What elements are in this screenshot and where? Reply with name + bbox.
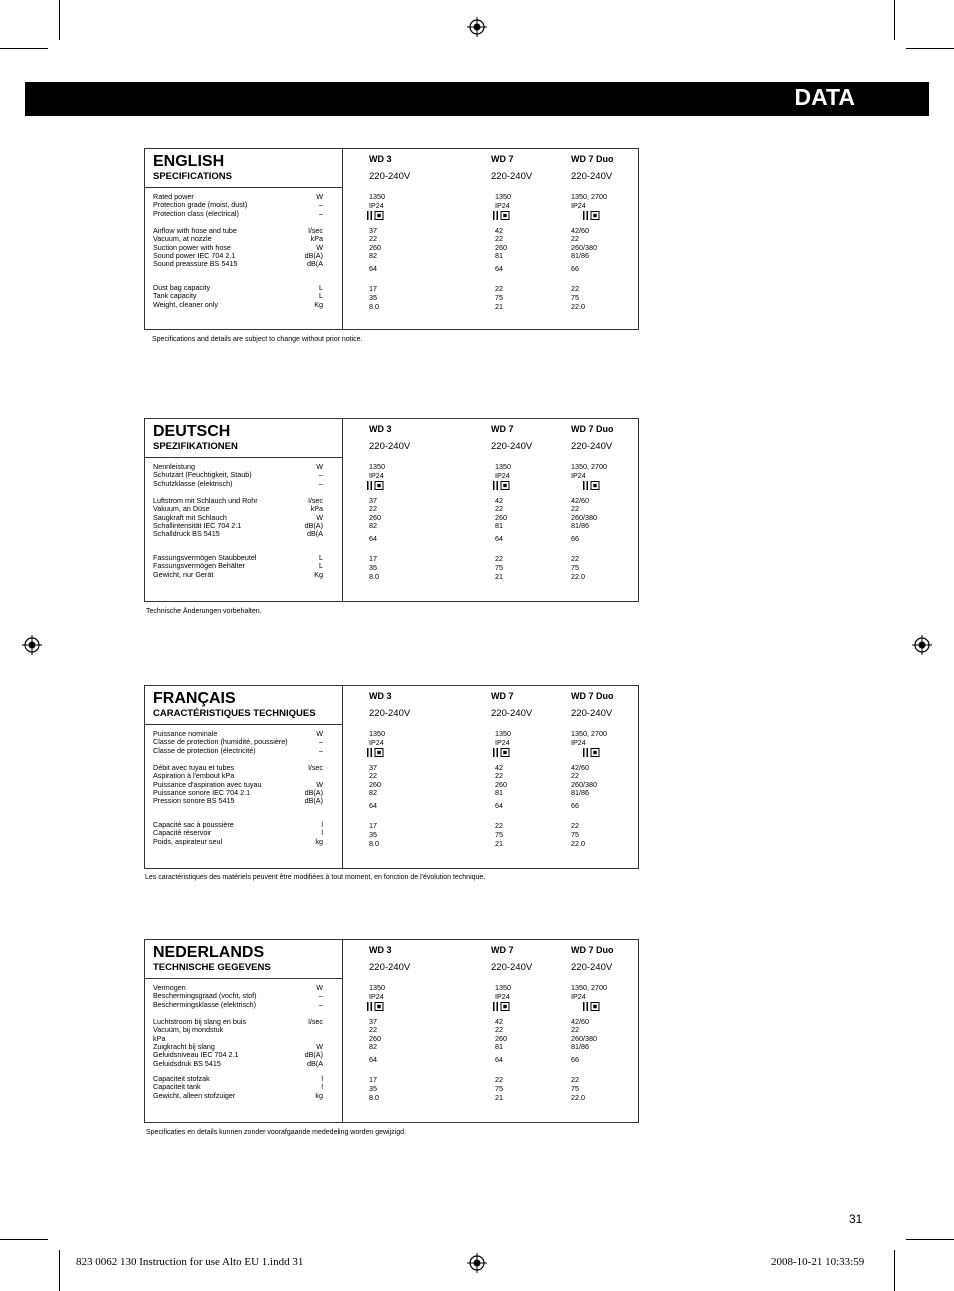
spec-value: 260/380 xyxy=(571,1034,597,1043)
spec-value: 1350 xyxy=(495,462,511,471)
spec-value: 42/60 xyxy=(571,226,589,235)
footer-file-info: 823 0062 130 Instruction for use Alto EU 1.indd 31 xyxy=(76,1256,304,1268)
spec-label: kPa xyxy=(153,1033,166,1043)
spec-unit: W xyxy=(316,1041,323,1051)
spec-value: 22 xyxy=(369,1025,377,1034)
spec-label: Protection grade (moist, dust) xyxy=(153,200,248,210)
spec-label: Classe de protection (humidité, poussière) xyxy=(153,737,288,747)
spec-unit: kg xyxy=(315,1090,323,1100)
spec-label: Aspiration à l'embout kPa xyxy=(153,771,235,781)
spec-value: 22 xyxy=(571,821,579,830)
crop-mark xyxy=(894,1250,895,1291)
spec-label: Gewicht, alleen stofzuiger xyxy=(153,1090,236,1100)
spec-section-english xyxy=(144,148,639,330)
spec-label: Tank capacity xyxy=(153,291,197,301)
spec-value: 81 xyxy=(495,788,503,797)
spec-label: Classe de protection (électricité) xyxy=(153,745,256,755)
spec-value: 21 xyxy=(495,572,503,581)
spec-unit: W xyxy=(316,779,323,789)
spec-unit: – xyxy=(319,200,323,210)
protection-class-icon xyxy=(583,748,601,757)
spec-value: 1350, 2700 xyxy=(571,729,607,738)
crop-mark xyxy=(0,48,48,49)
spec-value: 22 xyxy=(495,1025,503,1034)
spec-value: 64 xyxy=(369,534,377,543)
spec-value: 64 xyxy=(369,264,377,273)
spec-value: 22 xyxy=(495,234,503,243)
spec-value: 82 xyxy=(369,1042,377,1051)
spec-value: 75 xyxy=(571,563,579,572)
header-divider xyxy=(145,457,342,458)
spec-value: 75 xyxy=(571,293,579,302)
protection-class-icon xyxy=(493,481,511,490)
spec-unit: Kg xyxy=(314,569,323,579)
spec-value: 22.0 xyxy=(571,1093,585,1102)
spec-value: 75 xyxy=(495,1084,503,1093)
spec-value: 17 xyxy=(369,554,377,563)
spec-label: Beschermingsgraad (vocht, stof) xyxy=(153,991,257,1001)
spec-value: 21 xyxy=(495,839,503,848)
spec-value: 8.0 xyxy=(369,839,379,848)
spec-value: 22 xyxy=(495,821,503,830)
spec-value: 42 xyxy=(495,496,503,505)
registration-mark-icon xyxy=(467,1253,487,1273)
spec-value: 22 xyxy=(571,771,579,780)
spec-value: 82 xyxy=(369,251,377,260)
spec-value: 22 xyxy=(571,1025,579,1034)
spec-value: 22 xyxy=(369,234,377,243)
spec-label: Puissance nominale xyxy=(153,729,218,738)
spec-label: Schallintensität IEC 704 2.1 xyxy=(153,520,242,530)
spec-value: 64 xyxy=(369,1055,377,1064)
spec-unit: dB(A) xyxy=(304,520,323,530)
spec-value: 1350, 2700 xyxy=(571,983,607,992)
registration-mark-icon xyxy=(912,635,932,655)
section-subtitle: SPEZIFIKATIONEN xyxy=(153,441,238,452)
model-column-header: WD 7 xyxy=(491,945,514,955)
spec-value: 75 xyxy=(495,293,503,302)
section-footnote: Technische Änderungen vorbehalten. xyxy=(146,608,262,615)
spec-unit: L xyxy=(319,283,323,292)
spec-value: 22.0 xyxy=(571,839,585,848)
spec-label: Protection class (electrical) xyxy=(153,208,239,218)
spec-value: 17 xyxy=(369,284,377,293)
spec-unit: W xyxy=(316,192,323,201)
spec-label: Saugkraft mit Schlauch xyxy=(153,512,227,522)
spec-value: 66 xyxy=(571,534,579,543)
spec-value: 260 xyxy=(495,513,507,522)
spec-value: 66 xyxy=(571,801,579,810)
spec-unit: dB(A xyxy=(307,259,323,269)
spec-label: Débit avec tuyau et tubes xyxy=(153,763,235,772)
spec-value: 260 xyxy=(369,513,381,522)
spec-unit: dB(A) xyxy=(304,796,323,806)
spec-label: Vacuüm, bij mondstuk xyxy=(153,1025,224,1035)
spec-value: 260/380 xyxy=(571,780,597,789)
spec-label: Fassungsvermögen Behälter xyxy=(153,561,245,571)
spec-value: 260 xyxy=(369,1034,381,1043)
page-title: DATA xyxy=(794,84,855,110)
spec-label: Pression sonore BS 5415 xyxy=(153,796,235,806)
spec-value: 22 xyxy=(571,234,579,243)
model-voltage: 220-240V xyxy=(491,962,533,973)
spec-unit: dB(A) xyxy=(304,250,323,260)
model-column-header: WD 7 Duo xyxy=(571,424,614,434)
model-column-header: WD 7 xyxy=(491,691,514,701)
spec-label: Geluidsdruk BS 5415 xyxy=(153,1058,221,1068)
spec-value: 82 xyxy=(369,521,377,530)
page-number: 31 xyxy=(849,1212,863,1226)
spec-label: Luftstrom mit Schlauch und Rohr xyxy=(153,496,258,505)
spec-unit: l xyxy=(321,1082,323,1092)
spec-value: 22 xyxy=(495,504,503,513)
header-banner xyxy=(25,82,929,116)
spec-unit: dB(A xyxy=(307,1058,323,1068)
spec-value: 75 xyxy=(495,830,503,839)
spec-section-nederlands xyxy=(144,939,639,1123)
spec-value: 22 xyxy=(495,1075,503,1084)
model-column-header: WD 3 xyxy=(369,691,392,701)
spec-label: Capaciteit tank xyxy=(153,1082,201,1092)
spec-value: 22 xyxy=(571,1075,579,1084)
model-column-header: WD 3 xyxy=(369,945,392,955)
spec-label: Capaciteit stofzak xyxy=(153,1074,210,1083)
spec-value: 81 xyxy=(495,1042,503,1051)
spec-label: Puissance sonore IEC 704 2.1 xyxy=(153,787,251,797)
crop-mark xyxy=(59,0,60,40)
protection-class-icon xyxy=(583,211,601,220)
spec-value: 75 xyxy=(571,830,579,839)
spec-value: 260/380 xyxy=(571,243,597,252)
protection-class-icon xyxy=(367,748,385,757)
model-voltage: 220-240V xyxy=(369,708,411,719)
protection-class-icon xyxy=(367,1002,385,1011)
section-subtitle: CARACTÉRISTIQUES TECHNIQUES xyxy=(153,708,316,719)
spec-value: 42 xyxy=(495,763,503,772)
spec-value: 64 xyxy=(495,801,503,810)
spec-label: Weight, cleaner only xyxy=(153,299,218,309)
spec-label: Vacuum, at nozzle xyxy=(153,234,212,244)
spec-value: 82 xyxy=(369,788,377,797)
spec-value: 22.0 xyxy=(571,302,585,311)
spec-unit: W xyxy=(316,512,323,522)
spec-unit: W xyxy=(316,729,323,738)
spec-unit: – xyxy=(319,470,323,480)
spec-value: 260 xyxy=(495,243,507,252)
spec-unit: W xyxy=(316,462,323,471)
spec-label: Luchtstroom bij slang en buis xyxy=(153,1017,247,1026)
spec-unit: l/sec xyxy=(308,496,323,505)
spec-value: 22 xyxy=(571,284,579,293)
spec-label: Sound power IEC 704 2.1 xyxy=(153,250,236,260)
spec-unit: kPa xyxy=(310,234,323,244)
crop-mark xyxy=(894,0,895,40)
footer-timestamp: 2008-10-21 10:33:59 xyxy=(771,1256,865,1268)
model-voltage: 220-240V xyxy=(491,441,533,452)
spec-value: IP24 xyxy=(571,738,586,747)
spec-value: IP24 xyxy=(571,471,586,480)
model-column-header: WD 7 xyxy=(491,424,514,434)
spec-unit: L xyxy=(319,561,323,571)
spec-value: 21 xyxy=(495,1093,503,1102)
spec-value: 66 xyxy=(571,264,579,273)
spec-value: 260 xyxy=(369,780,381,789)
spec-label: Airflow with hose and tube xyxy=(153,226,237,235)
spec-value: 42/60 xyxy=(571,496,589,505)
spec-value: 22 xyxy=(571,504,579,513)
model-column-header: WD 3 xyxy=(369,424,392,434)
spec-value: 42 xyxy=(495,226,503,235)
spec-label: Capacité réservoir xyxy=(153,828,212,838)
spec-value: 64 xyxy=(495,264,503,273)
model-column-header: WD 7 Duo xyxy=(571,945,614,955)
protection-class-icon xyxy=(583,481,601,490)
spec-label: Schutzklasse (elektrisch) xyxy=(153,478,233,488)
column-divider xyxy=(342,149,343,329)
section-language-heading: FRANÇAIS xyxy=(153,690,236,707)
spec-unit: – xyxy=(319,737,323,747)
spec-value: 22 xyxy=(495,284,503,293)
model-voltage: 220-240V xyxy=(491,171,533,182)
spec-label: Beschermingsklasse (elektrisch) xyxy=(153,999,257,1009)
section-footnote: Les caractéristiques des matériels peuvent être modifiées à tout moment, en fonction de l'évolution technique. xyxy=(145,874,486,881)
spec-value: 22 xyxy=(369,504,377,513)
spec-unit: l/sec xyxy=(308,1017,323,1026)
spec-label: Geluidsniveau IEC 704 2.1 xyxy=(153,1050,239,1060)
spec-value: 22.0 xyxy=(571,572,585,581)
header-divider xyxy=(145,187,342,188)
spec-label: Capacité sac à poussière xyxy=(153,820,234,829)
protection-class-icon xyxy=(583,1002,601,1011)
spec-value: 37 xyxy=(369,496,377,505)
spec-value: 1350 xyxy=(369,462,385,471)
spec-value: 1350, 2700 xyxy=(571,462,607,471)
spec-unit: dB(A xyxy=(307,529,323,539)
spec-label: Dust bag capacity xyxy=(153,283,211,292)
section-footnote: Specificaties en details kunnen zonder voorafgaande mededeling worden gewijzigd. xyxy=(146,1129,406,1136)
spec-value: 35 xyxy=(369,563,377,572)
section-subtitle: TECHNISCHE GEGEVENS xyxy=(153,962,271,973)
spec-value: IP24 xyxy=(369,738,384,747)
spec-value: 1350 xyxy=(495,729,511,738)
spec-unit: – xyxy=(319,208,323,218)
spec-value: 64 xyxy=(495,1055,503,1064)
spec-value: 1350 xyxy=(495,983,511,992)
spec-value: 8.0 xyxy=(369,572,379,581)
model-voltage: 220-240V xyxy=(369,441,411,452)
spec-label: Rated power xyxy=(153,192,194,201)
spec-value: 1350 xyxy=(369,192,385,201)
spec-label: Fassungsvermögen Staubbeutel xyxy=(153,553,257,562)
spec-value: 22 xyxy=(369,771,377,780)
column-divider xyxy=(342,940,343,1122)
spec-value: 81/86 xyxy=(571,251,589,260)
spec-value: 35 xyxy=(369,830,377,839)
spec-unit: – xyxy=(319,745,323,755)
section-subtitle: SPECIFICATIONS xyxy=(153,171,232,182)
model-column-header: WD 7 Duo xyxy=(571,154,614,164)
spec-unit: l/sec xyxy=(308,763,323,772)
model-voltage: 220-240V xyxy=(369,171,411,182)
spec-value: 81/86 xyxy=(571,1042,589,1051)
spec-value: 42 xyxy=(495,1017,503,1026)
spec-unit: L xyxy=(319,553,323,562)
spec-value: IP24 xyxy=(369,471,384,480)
model-voltage: 220-240V xyxy=(571,962,613,973)
spec-value: 81 xyxy=(495,251,503,260)
spec-value: 64 xyxy=(495,534,503,543)
column-divider xyxy=(342,686,343,868)
spec-value: IP24 xyxy=(571,201,586,210)
spec-value: 1350 xyxy=(369,983,385,992)
spec-value: 81 xyxy=(495,521,503,530)
model-voltage: 220-240V xyxy=(369,962,411,973)
spec-unit: – xyxy=(319,999,323,1009)
spec-section-français xyxy=(144,685,639,869)
spec-unit: l xyxy=(321,828,323,838)
spec-value: 260 xyxy=(495,780,507,789)
spec-label: Sound preassure BS 5415 xyxy=(153,259,238,269)
spec-value: IP24 xyxy=(369,992,384,1001)
spec-value: 64 xyxy=(369,801,377,810)
spec-value: 8.0 xyxy=(369,1093,379,1102)
spec-unit: l/sec xyxy=(308,226,323,235)
spec-value: 42/60 xyxy=(571,1017,589,1026)
spec-value: 17 xyxy=(369,1075,377,1084)
registration-mark-icon xyxy=(22,635,42,655)
spec-value: 1350, 2700 xyxy=(571,192,607,201)
spec-label: Puissance d'aspiration avec tuyau xyxy=(153,779,262,789)
spec-unit: kg xyxy=(315,836,323,846)
crop-mark xyxy=(906,48,954,49)
header-divider xyxy=(145,978,342,979)
model-column-header: WD 7 xyxy=(491,154,514,164)
spec-value: 22 xyxy=(495,554,503,563)
spec-value: 35 xyxy=(369,293,377,302)
spec-value: 66 xyxy=(571,1055,579,1064)
spec-unit: kPa xyxy=(310,504,323,514)
spec-value: 81/86 xyxy=(571,788,589,797)
spec-label: Nennleistung xyxy=(153,462,195,471)
spec-value: IP24 xyxy=(495,201,510,210)
registration-mark-icon xyxy=(467,17,487,37)
spec-value: 21 xyxy=(495,302,503,311)
spec-value: 75 xyxy=(495,563,503,572)
spec-label: Gewicht, nur Gerät xyxy=(153,569,214,579)
crop-mark xyxy=(59,1250,60,1291)
model-column-header: WD 7 Duo xyxy=(571,691,614,701)
spec-section-deutsch xyxy=(144,418,639,602)
spec-unit: W xyxy=(316,983,323,992)
spec-value: 260 xyxy=(495,1034,507,1043)
spec-value: IP24 xyxy=(495,992,510,1001)
protection-class-icon xyxy=(493,211,511,220)
model-voltage: 220-240V xyxy=(491,708,533,719)
spec-label: Schutzart (Feuchtigkeit, Staub) xyxy=(153,470,252,480)
model-voltage: 220-240V xyxy=(571,441,613,452)
spec-label: Schalldruck BS 5415 xyxy=(153,529,220,539)
spec-label: Vakuum, an Düse xyxy=(153,504,210,514)
spec-value: 75 xyxy=(571,1084,579,1093)
spec-value: 260/380 xyxy=(571,513,597,522)
spec-value: 81/86 xyxy=(571,521,589,530)
spec-label: Zuigkracht bij slang xyxy=(153,1041,215,1051)
protection-class-icon xyxy=(493,1002,511,1011)
column-divider xyxy=(342,419,343,601)
spec-label: Suction power with hose xyxy=(153,242,231,252)
spec-value: 17 xyxy=(369,821,377,830)
spec-value: IP24 xyxy=(571,992,586,1001)
header-divider xyxy=(145,724,342,725)
spec-value: 37 xyxy=(369,1017,377,1026)
protection-class-icon xyxy=(493,748,511,757)
section-language-heading: NEDERLANDS xyxy=(153,944,265,961)
spec-unit: dB(A) xyxy=(304,1050,323,1060)
spec-unit: – xyxy=(319,991,323,1001)
crop-mark xyxy=(906,1239,954,1240)
protection-class-icon xyxy=(367,211,385,220)
spec-value: 42/60 xyxy=(571,763,589,772)
crop-mark xyxy=(0,1239,48,1240)
section-footnote: Specifications and details are subject to change without prior notice. xyxy=(152,336,363,343)
protection-class-icon xyxy=(367,481,385,490)
spec-value: 37 xyxy=(369,763,377,772)
spec-value: 22 xyxy=(571,554,579,563)
spec-unit: W xyxy=(316,242,323,252)
spec-value: IP24 xyxy=(495,738,510,747)
spec-unit: Kg xyxy=(314,299,323,309)
model-column-header: WD 3 xyxy=(369,154,392,164)
spec-value: 1350 xyxy=(369,729,385,738)
model-voltage: 220-240V xyxy=(571,171,613,182)
spec-unit: – xyxy=(319,478,323,488)
spec-value: 35 xyxy=(369,1084,377,1093)
spec-value: 37 xyxy=(369,226,377,235)
spec-unit: L xyxy=(319,291,323,301)
spec-value: 260 xyxy=(369,243,381,252)
spec-unit: dB(A) xyxy=(304,787,323,797)
spec-unit: l xyxy=(321,1074,323,1083)
section-language-heading: ENGLISH xyxy=(153,153,225,170)
spec-label: Vermogen xyxy=(153,983,186,992)
spec-value: IP24 xyxy=(369,201,384,210)
spec-value: 1350 xyxy=(495,192,511,201)
spec-value: IP24 xyxy=(495,471,510,480)
spec-value: 8.0 xyxy=(369,302,379,311)
model-voltage: 220-240V xyxy=(571,708,613,719)
spec-label: Poids, aspirateur seul xyxy=(153,836,223,846)
spec-value: 22 xyxy=(495,771,503,780)
section-language-heading: DEUTSCH xyxy=(153,423,231,440)
spec-unit: l xyxy=(321,820,323,829)
